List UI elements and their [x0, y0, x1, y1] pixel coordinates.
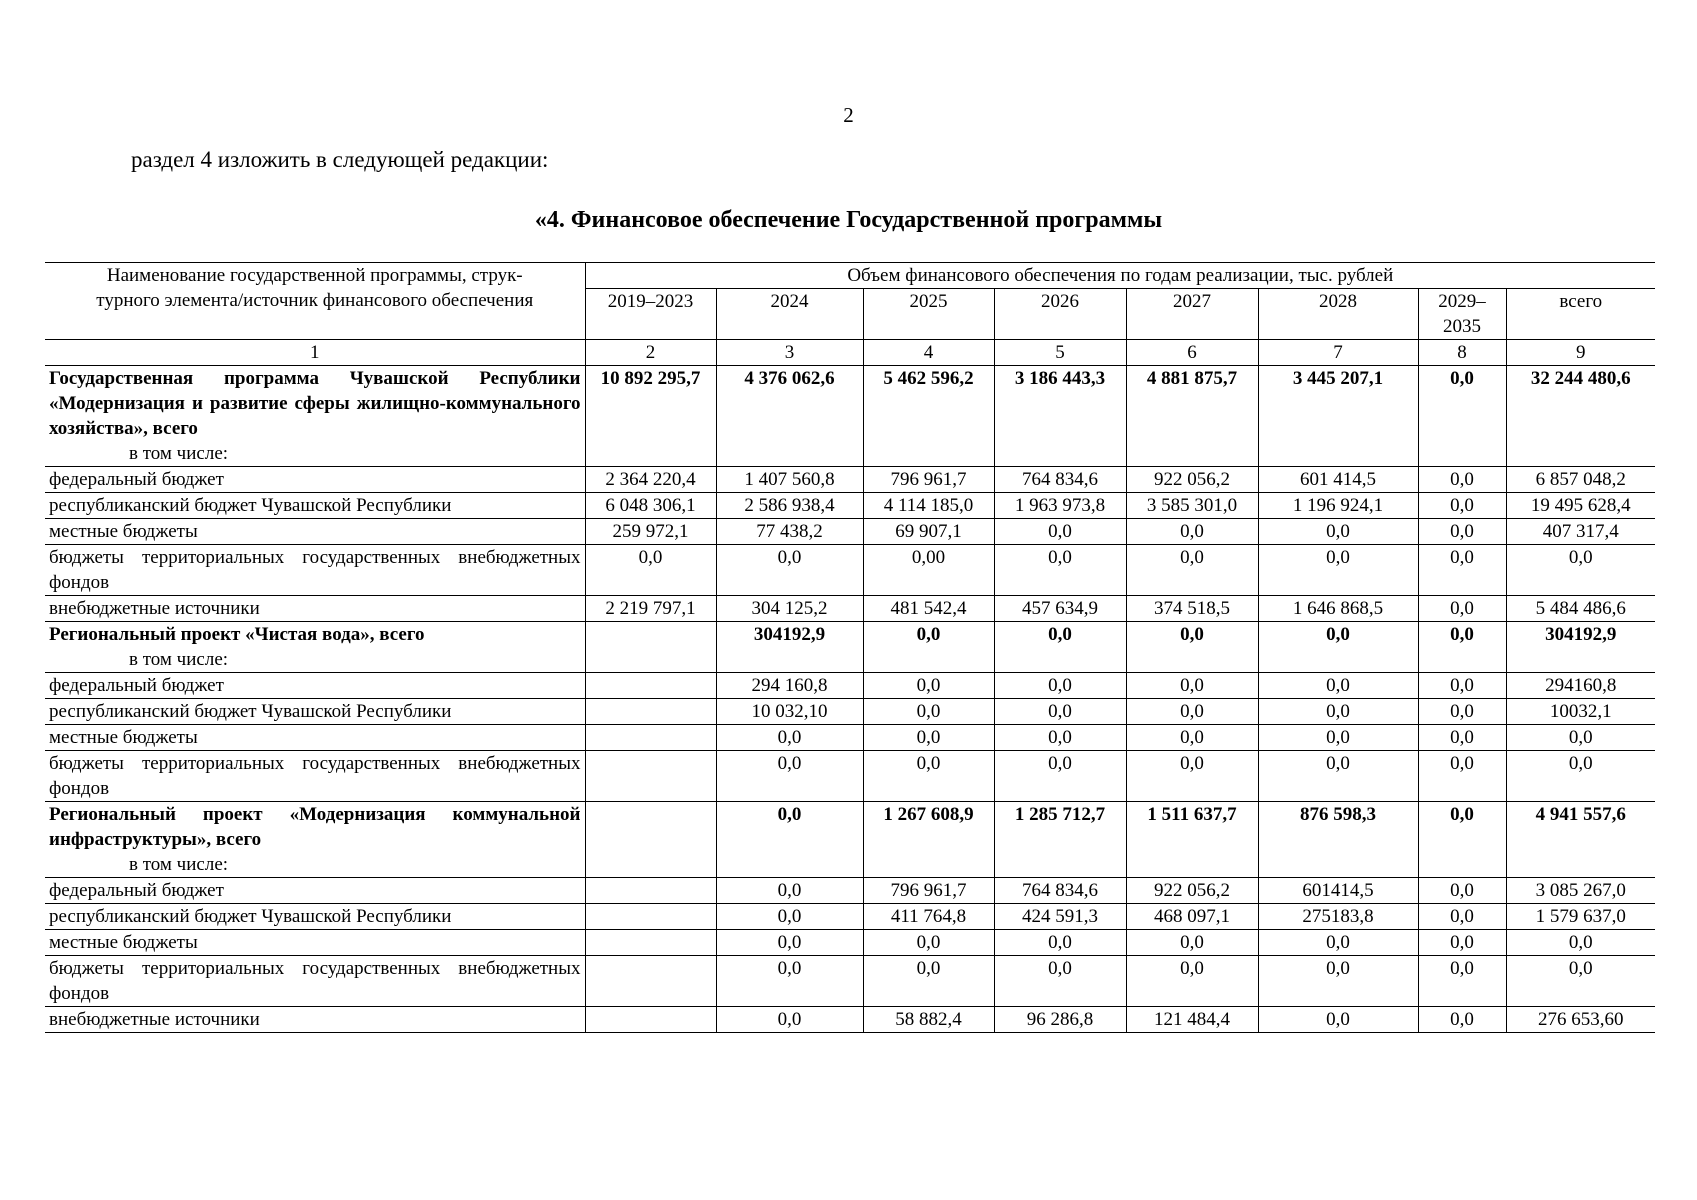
row-name: бюджеты территориальных государственных внебюджетных фондов: [49, 958, 581, 1004]
value-cell: 121 484,4: [1126, 1007, 1258, 1033]
table-row: [45, 904, 1655, 930]
value-cell: [585, 1007, 716, 1033]
value-cell: 0,0: [716, 930, 863, 956]
in-that-number-label: в том числе:: [129, 854, 229, 875]
value-cell: 764 834,6: [994, 878, 1126, 904]
column-number: 6: [1126, 340, 1258, 366]
row-name-cell: [45, 622, 585, 673]
value-cell: 922 056,2: [1126, 878, 1258, 904]
value-cell: 0,0: [1126, 930, 1258, 956]
value-cell: 0,0: [1418, 673, 1506, 699]
value-cell: 0,0: [994, 545, 1126, 596]
page-number: 2: [843, 103, 854, 127]
value-cell: [585, 699, 716, 725]
row-name-cell: [45, 467, 585, 493]
value-cell: 0,0: [1258, 1007, 1418, 1033]
value-cell: 0,0: [1418, 878, 1506, 904]
row-name-cell: [45, 904, 585, 930]
value-cell: 3 085 267,0: [1506, 878, 1655, 904]
value-cell: 259 972,1: [585, 519, 716, 545]
row-name: федеральный бюджет: [49, 880, 224, 901]
value-cell: 3 585 301,0: [1126, 493, 1258, 519]
value-cell: 0,0: [1126, 545, 1258, 596]
value-cell: 0,0: [585, 545, 716, 596]
column-number: 8: [1418, 340, 1506, 366]
table-row: [45, 673, 1655, 699]
value-cell: 0,0: [1418, 699, 1506, 725]
value-cell: 407 317,4: [1506, 519, 1655, 545]
value-cell: 275183,8: [1258, 904, 1418, 930]
value-cell: 0,0: [1418, 725, 1506, 751]
row-name: местные бюджеты: [49, 521, 198, 542]
value-cell: 10 032,10: [716, 699, 863, 725]
value-cell: 0,0: [1418, 622, 1506, 673]
value-cell: 0,0: [1258, 930, 1418, 956]
value-cell: [585, 956, 716, 1007]
value-cell: 457 634,9: [994, 596, 1126, 622]
value-cell: 0,0: [994, 699, 1126, 725]
table-row: [45, 802, 1655, 878]
column-number: 1: [45, 340, 585, 366]
value-cell: 32 244 480,6: [1506, 366, 1655, 467]
row-name: внебюджетные источники: [49, 598, 260, 619]
value-cell: 0,0: [716, 878, 863, 904]
value-cell: 3 186 443,3: [994, 366, 1126, 467]
value-cell: 0,0: [994, 673, 1126, 699]
value-cell: 5 462 596,2: [863, 366, 994, 467]
value-cell: 601 414,5: [1258, 467, 1418, 493]
column-number: 5: [994, 340, 1126, 366]
value-cell: 0,0: [716, 725, 863, 751]
value-cell: 0,0: [1418, 366, 1506, 467]
value-cell: 0,0: [863, 699, 994, 725]
value-cell: 0,0: [1126, 699, 1258, 725]
column-number: 4: [863, 340, 994, 366]
value-cell: 6 048 306,1: [585, 493, 716, 519]
value-cell: 1 285 712,7: [994, 802, 1126, 878]
value-cell: [585, 878, 716, 904]
row-name-cell: [45, 699, 585, 725]
value-cell: 1 579 637,0: [1506, 904, 1655, 930]
value-cell: 0,0: [1258, 699, 1418, 725]
value-cell: 481 542,4: [863, 596, 994, 622]
value-cell: 0,0: [1258, 956, 1418, 1007]
value-cell: 0,0: [1418, 751, 1506, 802]
value-cell: 0,0: [1258, 673, 1418, 699]
value-cell: 4 114 185,0: [863, 493, 994, 519]
table-body: [45, 366, 1655, 1033]
value-cell: [585, 802, 716, 878]
value-cell: 0,0: [1506, 956, 1655, 1007]
value-cell: 0,0: [1126, 751, 1258, 802]
intro-text: раздел 4 изложить в следующей редакции:: [131, 147, 549, 172]
value-cell: 6 857 048,2: [1506, 467, 1655, 493]
section-title: «4. Финансовое обеспечение Государственной программы: [534, 207, 1163, 233]
value-cell: 0,0: [863, 673, 994, 699]
value-cell: [585, 622, 716, 673]
value-cell: 58 882,4: [863, 1007, 994, 1033]
value-cell: 0,0: [1418, 519, 1506, 545]
value-cell: 1 196 924,1: [1258, 493, 1418, 519]
row-name-cell: [45, 751, 585, 802]
header-group-cell: Объем финансового обеспечения по годам реализации, тыс. рублей: [585, 263, 1655, 289]
row-name: Региональный проект «Модернизация коммунальной инфраструктуры», всего: [49, 804, 581, 850]
row-name: республиканский бюджет Чувашской Республики: [49, 701, 452, 722]
year-header: 2024: [716, 289, 863, 340]
row-name: федеральный бюджет: [49, 469, 224, 490]
value-cell: 4 376 062,6: [716, 366, 863, 467]
row-name: внебюджетные источники: [49, 1009, 260, 1030]
value-cell: 876 598,3: [1258, 802, 1418, 878]
value-cell: 0,0: [1126, 622, 1258, 673]
table-row: [45, 596, 1655, 622]
value-cell: 304 125,2: [716, 596, 863, 622]
value-cell: 0,0: [1418, 1007, 1506, 1033]
table-row: [45, 725, 1655, 751]
value-cell: 0,0: [994, 956, 1126, 1007]
row-name: федеральный бюджет: [49, 675, 224, 696]
column-number: 3: [716, 340, 863, 366]
row-name: республиканский бюджет Чувашской Республики: [49, 495, 452, 516]
row-name-cell: [45, 878, 585, 904]
table-row: [45, 699, 1655, 725]
row-name-cell: [45, 519, 585, 545]
in-that-number-label: в том числе:: [129, 443, 229, 464]
value-cell: 3 445 207,1: [1258, 366, 1418, 467]
value-cell: 374 518,5: [1126, 596, 1258, 622]
column-number: 9: [1506, 340, 1655, 366]
value-cell: 0,0: [1506, 545, 1655, 596]
value-cell: 1 511 637,7: [1126, 802, 1258, 878]
row-name-cell: [45, 673, 585, 699]
table-row: [45, 467, 1655, 493]
value-cell: 19 495 628,4: [1506, 493, 1655, 519]
value-cell: 424 591,3: [994, 904, 1126, 930]
header-name-cell: [45, 263, 585, 340]
value-cell: 0,0: [863, 622, 994, 673]
value-cell: 0,0: [1506, 725, 1655, 751]
value-cell: 1 407 560,8: [716, 467, 863, 493]
value-cell: 96 286,8: [994, 1007, 1126, 1033]
row-name: местные бюджеты: [49, 727, 198, 748]
value-cell: 0,0: [1418, 596, 1506, 622]
financing-table: [45, 262, 1655, 1033]
value-cell: 0,0: [1418, 545, 1506, 596]
row-name: бюджеты территориальных государственных внебюджетных фондов: [49, 547, 581, 593]
row-name-cell: [45, 366, 585, 467]
value-cell: 1 267 608,9: [863, 802, 994, 878]
value-cell: 0,0: [1258, 622, 1418, 673]
header-name-line2: турного элемента/источник финансового обеспечения: [96, 290, 534, 311]
header-name-line1: Наименование государственной программы, струк-: [106, 265, 523, 286]
table-row: [45, 519, 1655, 545]
value-cell: 0,0: [863, 751, 994, 802]
value-cell: 1 646 868,5: [1258, 596, 1418, 622]
value-cell: 0,0: [1418, 802, 1506, 878]
column-number: 2: [585, 340, 716, 366]
value-cell: 276 653,60: [1506, 1007, 1655, 1033]
value-cell: 77 438,2: [716, 519, 863, 545]
value-cell: 0,0: [716, 802, 863, 878]
row-name-cell: [45, 545, 585, 596]
value-cell: 922 056,2: [1126, 467, 1258, 493]
row-name-cell: [45, 725, 585, 751]
table-row: [45, 1007, 1655, 1033]
table-row: [45, 366, 1655, 467]
value-cell: 796 961,7: [863, 467, 994, 493]
value-cell: 0,0: [994, 751, 1126, 802]
row-name: республиканский бюджет Чувашской Республики: [49, 906, 452, 927]
value-cell: 0,0: [716, 1007, 863, 1033]
value-cell: 0,00: [863, 545, 994, 596]
value-cell: 304192,9: [716, 622, 863, 673]
value-cell: 0,0: [716, 956, 863, 1007]
value-cell: 0,0: [994, 519, 1126, 545]
value-cell: 2 219 797,1: [585, 596, 716, 622]
value-cell: 0,0: [1258, 751, 1418, 802]
value-cell: 0,0: [994, 725, 1126, 751]
value-cell: 0,0: [1258, 725, 1418, 751]
value-cell: 0,0: [1126, 673, 1258, 699]
row-name: Государственная программа Чувашской Республики «Модернизация и развитие сферы жилищно-коммунального хозяйства», всего: [49, 368, 581, 439]
row-name: бюджеты территориальных государственных внебюджетных фондов: [49, 753, 581, 799]
row-name-cell: [45, 802, 585, 878]
value-cell: 0,0: [1418, 493, 1506, 519]
value-cell: [585, 930, 716, 956]
table-row: [45, 956, 1655, 1007]
year-header: 2025: [863, 289, 994, 340]
value-cell: 468 097,1: [1126, 904, 1258, 930]
value-cell: 1 963 973,8: [994, 493, 1126, 519]
in-that-number-label: в том числе:: [129, 649, 229, 670]
value-cell: 0,0: [994, 930, 1126, 956]
value-cell: 0,0: [1506, 751, 1655, 802]
value-cell: 0,0: [1126, 725, 1258, 751]
table-row: [45, 878, 1655, 904]
year-header: 2026: [994, 289, 1126, 340]
value-cell: 0,0: [863, 956, 994, 1007]
year-header: 2028: [1258, 289, 1418, 340]
value-cell: 4 881 875,7: [1126, 366, 1258, 467]
value-cell: 0,0: [863, 930, 994, 956]
value-cell: 411 764,8: [863, 904, 994, 930]
value-cell: 796 961,7: [863, 878, 994, 904]
value-cell: 294160,8: [1506, 673, 1655, 699]
year-header: 2027: [1126, 289, 1258, 340]
value-cell: 0,0: [863, 725, 994, 751]
value-cell: 0,0: [716, 904, 863, 930]
value-cell: [585, 751, 716, 802]
value-cell: [585, 725, 716, 751]
value-cell: 0,0: [994, 622, 1126, 673]
value-cell: 0,0: [1418, 930, 1506, 956]
row-name-cell: [45, 596, 585, 622]
row-name: Региональный проект «Чистая вода», всего: [49, 624, 425, 645]
value-cell: 0,0: [1506, 930, 1655, 956]
header-row-top: [45, 263, 1655, 289]
value-cell: 2 586 938,4: [716, 493, 863, 519]
value-cell: 294 160,8: [716, 673, 863, 699]
table-row: [45, 622, 1655, 673]
value-cell: 0,0: [1418, 904, 1506, 930]
value-cell: 0,0: [1258, 519, 1418, 545]
value-cell: 0,0: [1126, 956, 1258, 1007]
column-number: 7: [1258, 340, 1418, 366]
column-number-row: [45, 340, 1655, 366]
year-header: всего: [1506, 289, 1655, 340]
table-row: [45, 545, 1655, 596]
year-header: 2019–2023: [585, 289, 716, 340]
value-cell: 0,0: [1418, 467, 1506, 493]
table-row: [45, 930, 1655, 956]
value-cell: [585, 904, 716, 930]
value-cell: 4 941 557,6: [1506, 802, 1655, 878]
value-cell: 0,0: [716, 751, 863, 802]
value-cell: 10032,1: [1506, 699, 1655, 725]
year-header: 2029– 2035: [1418, 289, 1506, 340]
value-cell: 0,0: [1258, 545, 1418, 596]
value-cell: [585, 673, 716, 699]
value-cell: 601414,5: [1258, 878, 1418, 904]
value-cell: 2 364 220,4: [585, 467, 716, 493]
row-name: местные бюджеты: [49, 932, 198, 953]
value-cell: 5 484 486,6: [1506, 596, 1655, 622]
row-name-cell: [45, 930, 585, 956]
value-cell: 69 907,1: [863, 519, 994, 545]
row-name-cell: [45, 493, 585, 519]
value-cell: 0,0: [1126, 519, 1258, 545]
value-cell: 0,0: [716, 545, 863, 596]
row-name-cell: [45, 956, 585, 1007]
value-cell: 10 892 295,7: [585, 366, 716, 467]
value-cell: 304192,9: [1506, 622, 1655, 673]
row-name-cell: [45, 1007, 585, 1033]
table-row: [45, 751, 1655, 802]
value-cell: 764 834,6: [994, 467, 1126, 493]
value-cell: 0,0: [1418, 956, 1506, 1007]
table-row: [45, 493, 1655, 519]
